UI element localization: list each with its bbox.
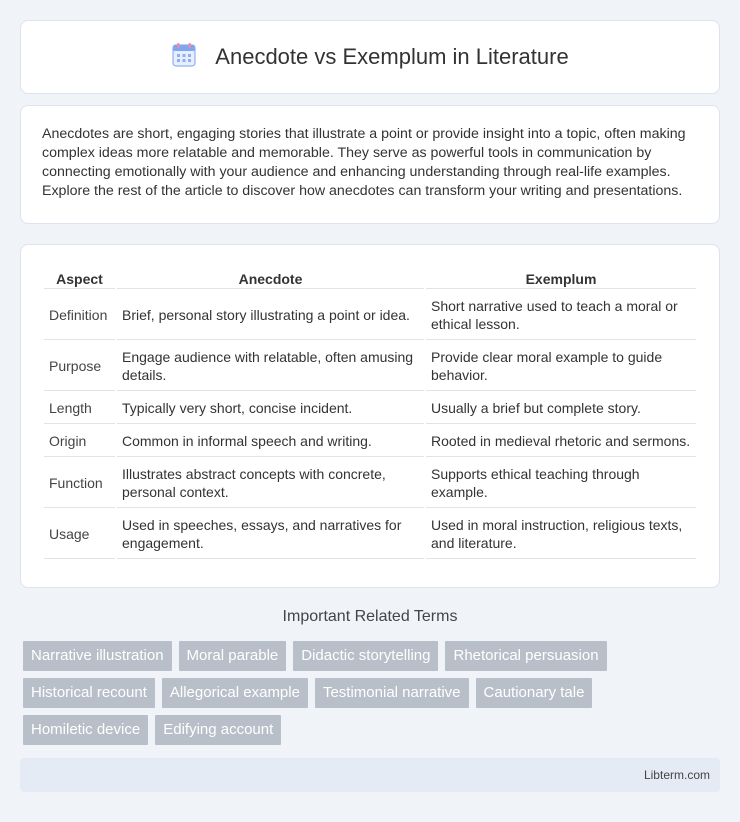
- table-row: [44, 459, 696, 508]
- tag-edifying-account[interactable]: Edifying account: [155, 715, 281, 745]
- row-anecdote: Typically very short, concise incident.: [117, 393, 424, 424]
- row-exemplum: Provide clear moral example to guide behavior.: [426, 342, 696, 391]
- row-anecdote: Illustrates abstract concepts with concrete, personal context.: [117, 459, 424, 508]
- footer-site-link[interactable]: Libterm.com: [643, 768, 710, 782]
- row-exemplum: Used in moral instruction, religious texts, and literature.: [426, 510, 696, 559]
- row-anecdote: Common in informal speech and writing.: [117, 426, 424, 457]
- table-row: [44, 342, 696, 391]
- tag-allegorical-example[interactable]: Allegorical example: [162, 678, 308, 708]
- row-exemplum: Supports ethical teaching through example.: [426, 459, 696, 508]
- table-header-row: [44, 267, 696, 289]
- page-title: Anecdote vs Exemplum in Literature: [215, 44, 569, 69]
- row-aspect: Purpose: [44, 342, 115, 391]
- tag-moral-parable[interactable]: Moral parable: [179, 641, 287, 671]
- header-exemplum: Exemplum: [426, 267, 696, 289]
- comparison-table: [42, 265, 698, 561]
- row-aspect: Length: [44, 393, 115, 424]
- header-aspect: Aspect: [44, 267, 115, 289]
- row-anecdote: Brief, personal story illustrating a point or idea.: [117, 291, 424, 340]
- row-aspect: Function: [44, 459, 115, 508]
- row-exemplum: Short narrative used to teach a moral or ethical lesson.: [426, 291, 696, 340]
- related-terms-section: [0, 608, 740, 626]
- row-anecdote: Engage audience with relatable, often amusing details.: [117, 342, 424, 391]
- comparison-table-card: [20, 244, 720, 588]
- row-anecdote: Used in speeches, essays, and narratives for engagement.: [117, 510, 424, 559]
- related-terms-title: Important Related Terms: [282, 608, 458, 625]
- tag-didactic-storytelling[interactable]: Didactic storytelling: [293, 641, 438, 671]
- title-wrap: [171, 42, 568, 73]
- footer: [20, 758, 720, 792]
- tag-rhetorical-persuasion[interactable]: Rhetorical persuasion: [445, 641, 606, 671]
- table-row: [44, 393, 696, 424]
- row-exemplum: Rooted in medieval rhetoric and sermons.: [426, 426, 696, 457]
- table-row: [44, 510, 696, 559]
- row-aspect: Origin: [44, 426, 115, 457]
- row-exemplum: Usually a brief but complete story.: [426, 393, 696, 424]
- tag-narrative-illustration[interactable]: Narrative illustration: [23, 641, 172, 671]
- tag-homiletic-device[interactable]: Homiletic device: [23, 715, 148, 745]
- row-aspect: Usage: [44, 510, 115, 559]
- tag-testimonial-narrative[interactable]: Testimonial narrative: [315, 678, 469, 708]
- related-terms-tags: [23, 641, 723, 745]
- tag-cautionary-tale[interactable]: Cautionary tale: [476, 678, 593, 708]
- table-row: [44, 291, 696, 340]
- intro-text: Anecdotes are short, engaging stories that illustrate a point or provide insight into a topic, often making complex ideas more relatable and memorable. They serve as powerful tools in communication by connecting emotionally with your audience and enhancing understanding through real-life examples. Explore the rest of the article to discover how anecdotes can transform your writing and presentations.: [42, 126, 686, 199]
- intro-card: [20, 105, 720, 224]
- tag-historical-recount[interactable]: Historical recount: [23, 678, 155, 708]
- header-anecdote: Anecdote: [117, 267, 424, 289]
- row-aspect: Definition: [44, 291, 115, 340]
- calendar-icon: [171, 42, 197, 73]
- table-row: [44, 426, 696, 457]
- header-card: [20, 20, 720, 94]
